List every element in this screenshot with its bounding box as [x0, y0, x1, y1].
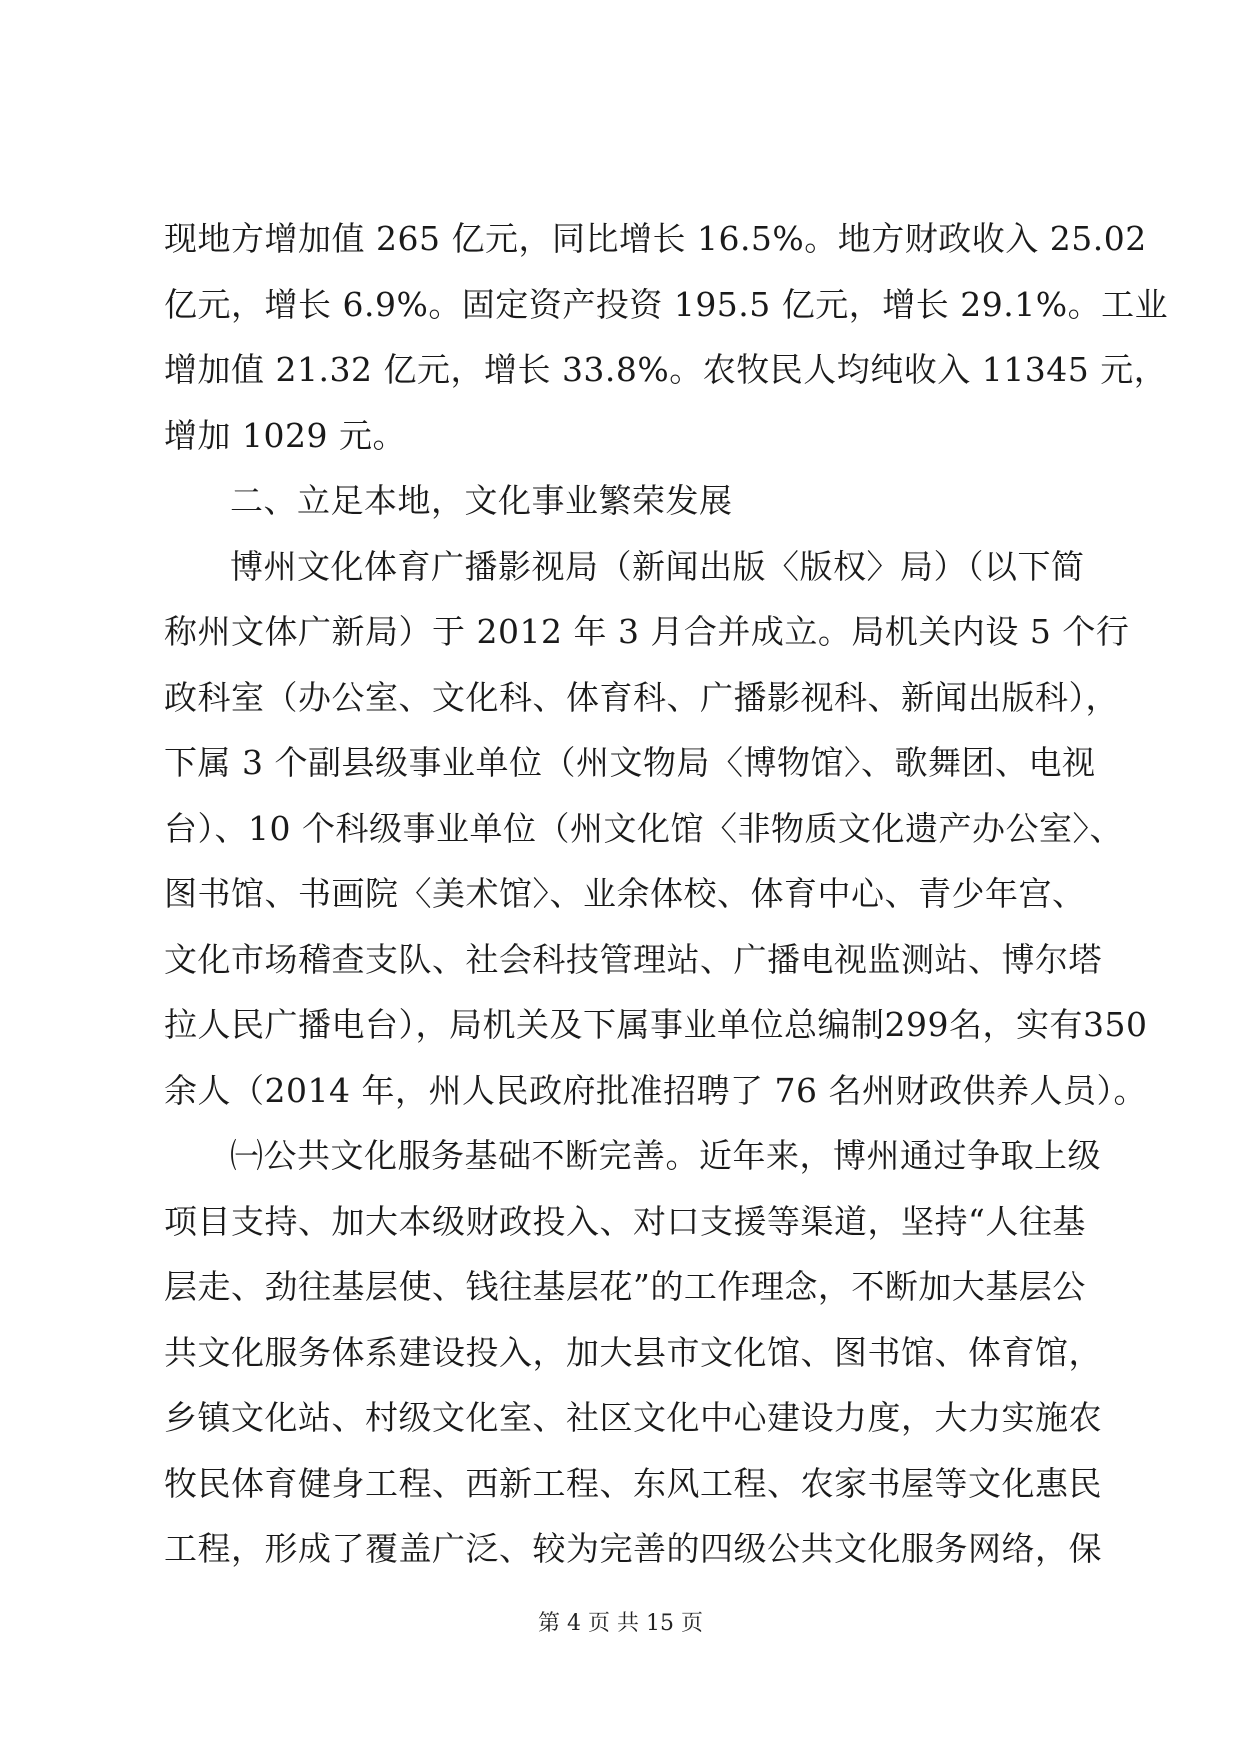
text-line: 政科室（办公室、文化科、体育科、广播影视科、新闻出版科）， [164, 677, 1119, 717]
text-line: 余人（2014 年，州人民政府批准招聘了 76 名州财政供养人员）。 [164, 1070, 1147, 1110]
subsection-line: ㈠公共文化服务基础不断完善。近年来，博州通过争取上级 [230, 1136, 1101, 1175]
text-line: 工程，形成了覆盖广泛、较为完善的四级公共文化服务网络，保 [164, 1529, 1102, 1568]
text-line: 博州文化体育广播影视局（新闻出版〈版权〉局）（以下简 [230, 546, 1085, 586]
text-line: 图书馆、书画院〈美术馆〉、业余体校、体育中心、青少年宫、 [164, 874, 1086, 913]
text-line: 牧民体育健身工程、西新工程、东风工程、农家书屋等文化惠民 [164, 1463, 1102, 1503]
text-line: 拉人民广播电台），局机关及下属事业单位总编制299名，实有350 [164, 1005, 1148, 1044]
text-line: 称州文体广新局）于 2012 年 3 月合并成立。局机关内设 5 个行 [164, 612, 1130, 651]
text-line: 增加值 21.32 亿元，增长 33.8%。农牧民人均纯收入 11345 元， [164, 350, 1168, 389]
section-heading: 二、立足本地，文化事业繁荣发展 [230, 481, 733, 520]
text-line: 台）、10 个科级事业单位（州文化馆〈非物质文化遗产办公室〉、 [164, 808, 1123, 848]
text-line: 亿元，增长 6.9%。固定资产投资 195.5 亿元，增长 29.1%。工业 [164, 284, 1169, 324]
text-line: 层走、劲往基层使、钱往基层花”的工作理念，不断加大基层公 [164, 1267, 1086, 1306]
text-line: 文化市场稽查支队、社会科技管理站、广播电视监测站、博尔塔 [164, 939, 1102, 979]
text-line: 项目支持、加大本级财政投入、对口支援等渠道，坚持“人往基 [164, 1201, 1086, 1241]
text-line: 共文化服务体系建设投入，加大县市文化馆、图书馆、体育馆， [164, 1332, 1102, 1372]
text-line: 增加 1029 元。 [164, 415, 406, 455]
text-line: 下属 3 个副县级事业单位（州文物局〈博物馆〉、歌舞团、电视 [164, 743, 1096, 782]
text-line: 乡镇文化站、村级文化室、社区文化中心建设力度，大力实施农 [164, 1398, 1102, 1437]
document-body [164, 206, 1169, 1582]
page-number-footer: 第 4 页 共 15 页 [538, 1611, 703, 1636]
text-line: 现地方增加值 265 亿元，同比增长 16.5%。地方财政收入 25.02 [164, 219, 1147, 258]
